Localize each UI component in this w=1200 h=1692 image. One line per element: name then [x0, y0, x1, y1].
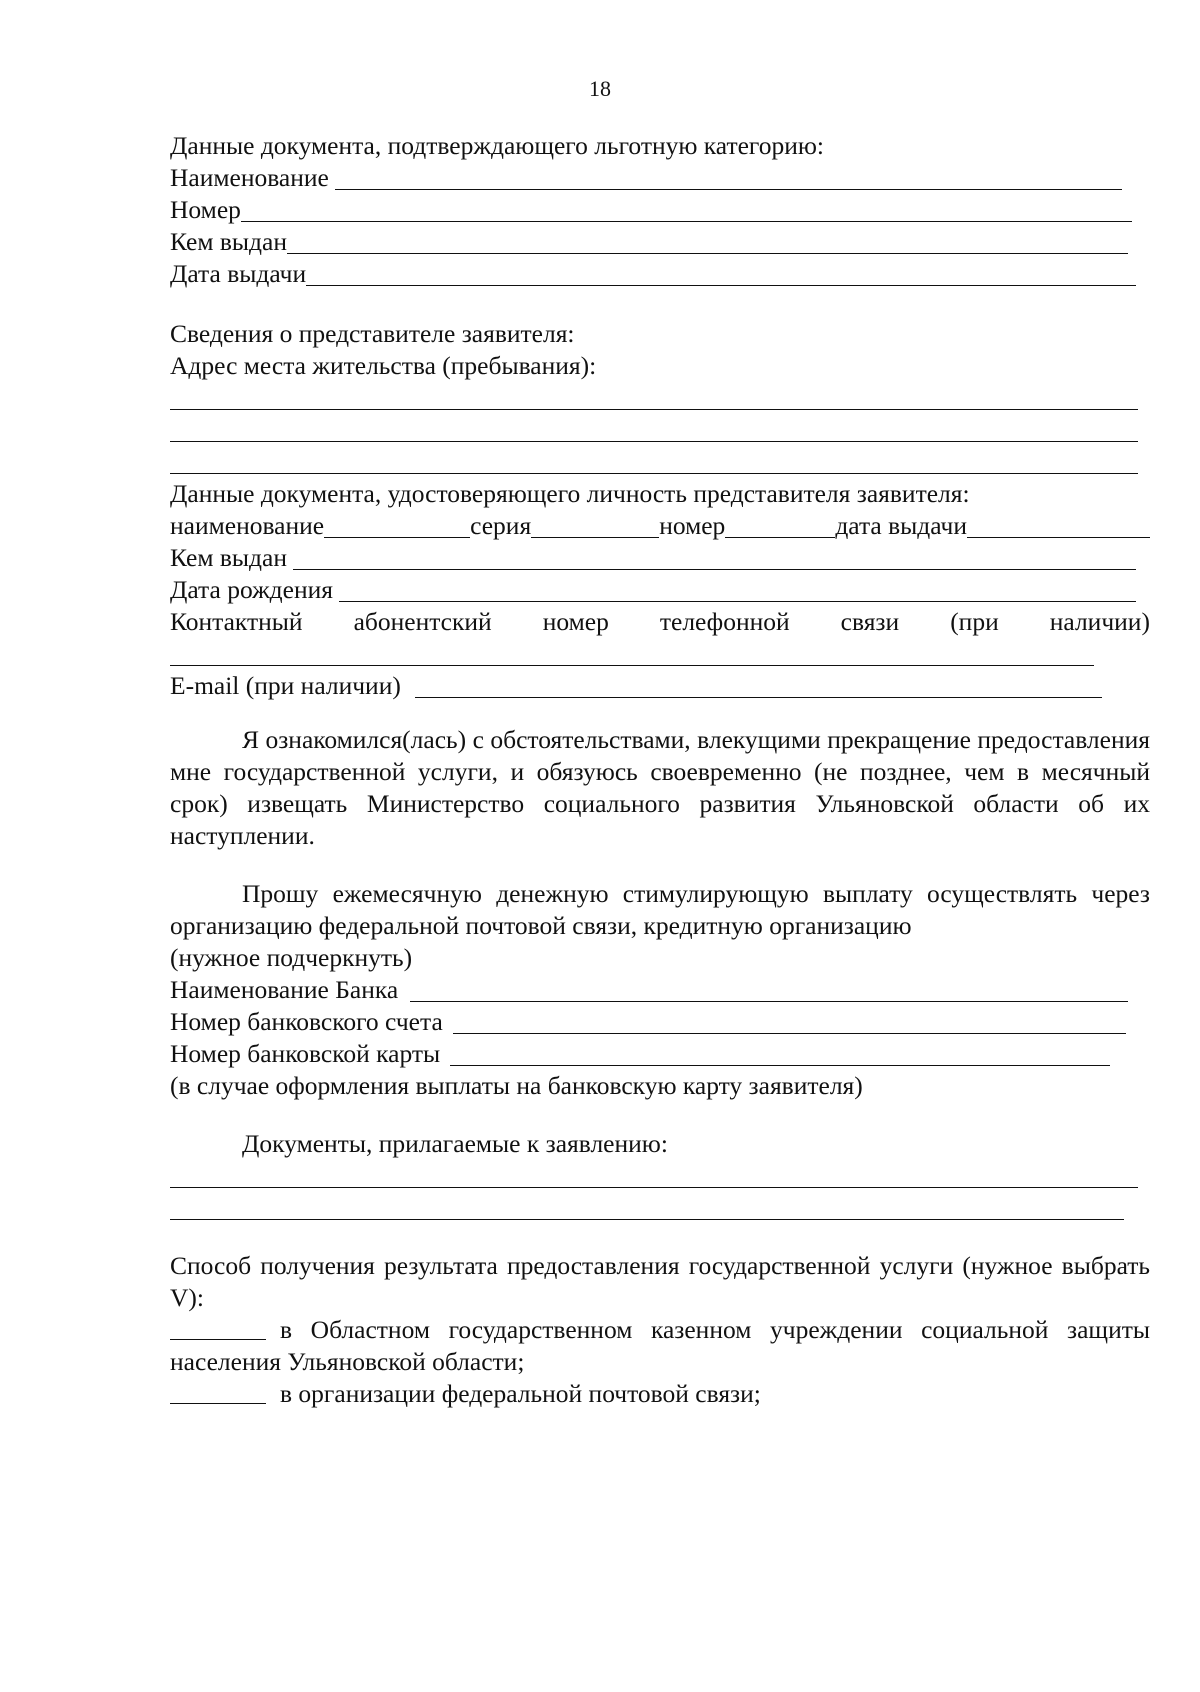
- phone-word: Контактный: [170, 607, 303, 636]
- rep-email-field[interactable]: [415, 673, 1102, 698]
- phone-word: телефонной: [659, 607, 790, 636]
- rep-phone-field[interactable]: [170, 641, 1094, 666]
- rep-id-doc-number-field[interactable]: [725, 513, 835, 538]
- benefit-doc-number-label: Номер: [170, 195, 241, 224]
- benefit-doc-heading: Данные документа, подтверждающего льготную категорию:: [170, 131, 825, 160]
- bank-name-row: [170, 974, 1150, 1006]
- address-field-2[interactable]: [170, 417, 1138, 442]
- option-social-checkmark-field[interactable]: [170, 1317, 266, 1340]
- benefit-doc-issue-date-field[interactable]: [306, 261, 1136, 286]
- benefit-doc-name-label: Наименование: [170, 163, 329, 192]
- phone-word: связи: [840, 607, 900, 636]
- address-line-3: [170, 446, 1150, 478]
- address-line-2: [170, 414, 1150, 446]
- rep-id-doc-issued-by-row: [170, 542, 1150, 574]
- bank-card-note: (в случае оформления выплаты на банковскую карту заявителя): [170, 1071, 863, 1100]
- benefit-doc-name-field[interactable]: [335, 165, 1122, 190]
- address-line-1: [170, 382, 1150, 414]
- page-number: 18: [589, 76, 611, 101]
- result-option-post: [170, 1378, 1150, 1410]
- attachments-field-2[interactable]: [170, 1195, 1124, 1220]
- bank-account-label: Номер банковского счета: [170, 1007, 443, 1036]
- rep-id-doc-issue-date-field[interactable]: [967, 513, 1150, 538]
- address-field-1[interactable]: [170, 385, 1138, 410]
- phone-word: (при: [950, 607, 999, 636]
- rep-email-row: [170, 670, 1150, 702]
- address-field-3[interactable]: [170, 449, 1138, 474]
- phone-word: номер: [542, 607, 609, 636]
- attachments-field-1[interactable]: [170, 1163, 1138, 1188]
- rep-id-doc-number-label: номер: [659, 511, 726, 540]
- attachments-heading: Документы, прилагаемые к заявлению:: [242, 1129, 668, 1158]
- benefit-doc-number-field[interactable]: [241, 197, 1132, 222]
- rep-id-doc-details-row: [170, 510, 1150, 542]
- form-body: [170, 130, 1150, 1410]
- rep-id-doc-series-field[interactable]: [531, 513, 659, 538]
- payment-underline-note: (нужное подчеркнуть): [170, 943, 413, 972]
- rep-id-doc-heading: Данные документа, удостоверяющего личность представителя заявителя:: [170, 479, 970, 508]
- bank-account-row: [170, 1006, 1150, 1038]
- bank-card-label: Номер банковской карты: [170, 1039, 441, 1068]
- acknowledgement-text: Я ознакомился(лась) с обстоятельствами, влекущими прекращение предоставления мне государственной услуги, и обязуюсь своевременно (не позднее, чем в месячный срок) извещать Министерство социального развития Ульяновской области об их наступлении.: [170, 725, 1150, 850]
- option-social-label: в Областном государственном казенном учреждении социальной защиты населения Ульяновской области;: [170, 1315, 1150, 1376]
- benefit-doc-issued-by-field[interactable]: [287, 229, 1128, 254]
- benefit-doc-issue-date-row: [170, 258, 1150, 290]
- rep-email-label: E-mail (при наличии): [170, 671, 401, 700]
- rep-phone-line: [170, 638, 1150, 670]
- phone-word: наличии): [1049, 607, 1150, 636]
- bank-name-field[interactable]: [410, 977, 1128, 1002]
- rep-birth-date-label: Дата рождения: [170, 575, 333, 604]
- benefit-doc-issue-date-label: Дата выдачи: [170, 259, 307, 288]
- bank-account-field[interactable]: [453, 1009, 1126, 1034]
- bank-card-row: [170, 1038, 1150, 1070]
- option-post-label: в организации федеральной почтовой связи;: [280, 1379, 761, 1408]
- rep-id-doc-issued-by-field[interactable]: [293, 545, 1136, 570]
- attachments-heading-row: [170, 1128, 1150, 1160]
- option-post-checkmark-field[interactable]: [170, 1381, 266, 1404]
- result-method-heading: Способ получения результата предоставления государственной услуги (нужное выбрать V):: [170, 1251, 1150, 1312]
- rep-id-doc-name-label: наименование: [170, 511, 325, 540]
- rep-id-doc-name-field[interactable]: [324, 513, 470, 538]
- benefit-doc-name-row: [170, 162, 1150, 194]
- benefit-doc-issued-by-row: [170, 226, 1150, 258]
- attachments-line-1: [170, 1160, 1150, 1192]
- representative-address-label: Адрес места жительства (пребывания):: [170, 351, 597, 380]
- rep-birth-date-row: [170, 574, 1150, 606]
- rep-id-doc-issue-date-label: дата выдачи: [835, 511, 968, 540]
- bank-name-label: Наименование Банка: [170, 975, 399, 1004]
- representative-address-label-row: [170, 350, 1150, 382]
- result-option-social: [170, 1314, 1150, 1378]
- representative-heading: Сведения о представителе заявителя:: [170, 319, 575, 348]
- payment-request-text: Прошу ежемесячную денежную стимулирующую выплату осуществлять через организацию федеральной почтовой связи, кредитную организацию: [170, 879, 1150, 940]
- benefit-doc-issued-by-label: Кем выдан: [170, 227, 287, 256]
- attachments-line-2: [170, 1192, 1150, 1224]
- phone-word: абонентский: [353, 607, 492, 636]
- rep-phone-label-row: [170, 606, 1150, 638]
- rep-id-doc-issued-by-label: Кем выдан: [170, 543, 287, 572]
- rep-birth-date-field[interactable]: [339, 577, 1136, 602]
- benefit-doc-number-row: [170, 194, 1150, 226]
- rep-id-doc-series-label: серия: [470, 511, 532, 540]
- bank-card-field[interactable]: [450, 1041, 1110, 1066]
